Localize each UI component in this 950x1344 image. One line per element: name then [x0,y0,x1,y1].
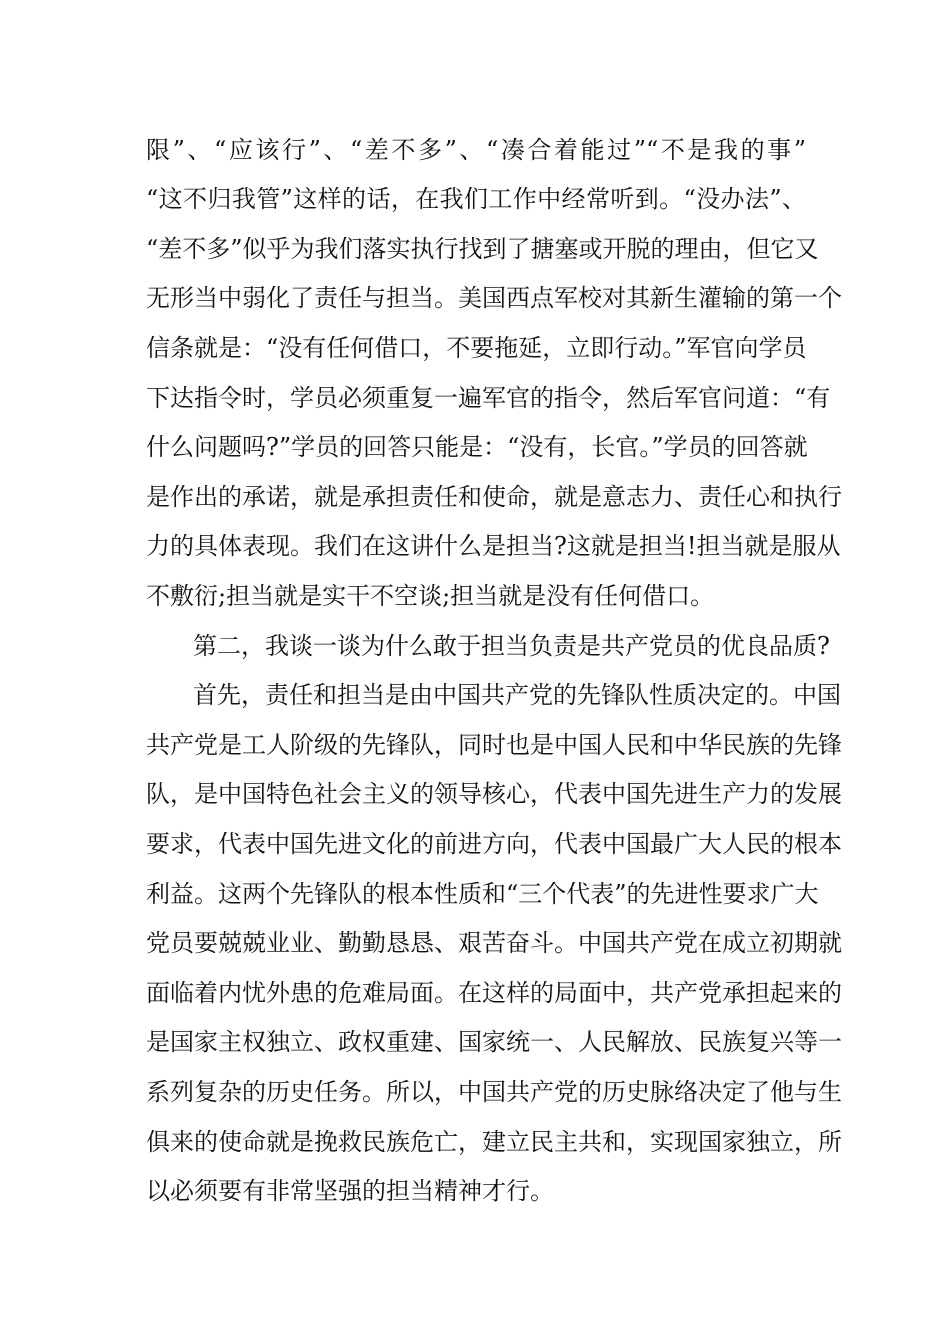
text-line: 以必须要有非常坚强的担当精神才行。 [146,1177,554,1205]
text-line: 无形当中弱化了责任与担当。美国西点军校对其新生灌输的第一个 [146,284,842,312]
text-line: 利益。这两个先锋队的根本性质和“三个代表”的先进性要求广大 [146,880,819,908]
text-line: 是作出的承诺，就是承担责任和使命，就是意志力、责任心和执行 [146,483,842,511]
text-line: 俱来的使命就是挽救民族危亡，建立民主共和，实现国家独立，所 [146,1128,842,1156]
text-line: 下达指令时，学员必须重复一遍军官的指令，然后军官问道：“有 [146,384,831,412]
text-line: 党员要兢兢业业、勤勤恳恳、艰苦奋斗。中国共产党在成立初期就 [146,929,842,957]
text-line: 系列复杂的历史任务。所以，中国共产党的历史脉络决定了他与生 [146,1078,842,1106]
text-line: “这不归我管”这样的话，在我们工作中经常听到。“没办法”、 [146,185,806,213]
text-line: 不敷衍;担当就是实干不空谈;担当就是没有任何借口。 [146,582,715,610]
paragraph-first-line: 首先，责任和担当是由中国共产党的先锋队性质决定的。中国 [193,681,841,709]
text-line: 面临着内忧外患的危难局面。在这样的局面中，共产党承担起来的 [146,979,842,1007]
text-line: 共产党是工人阶级的先锋队，同时也是中国人民和中华民族的先锋 [146,731,842,759]
text-line: 限”、“应该行”、“差不多”、“凑合着能过”“不是我的事” [146,136,806,164]
text-line: 力的具体表现。我们在这讲什么是担当?这就是担当!担当就是服从 [146,532,841,560]
text-line: 是国家主权独立、政权重建、国家统一、人民解放、民族复兴等一 [146,1028,842,1056]
section-heading: 第二，我谈一谈为什么敢于担当负责是共产党员的优良品质? [193,632,830,660]
text-line: 什么问题吗?”学员的回答只能是：“没有，长官。”学员的回答就 [146,433,808,461]
text-line: 队，是中国特色社会主义的领导核心，代表中国先进生产力的发展 [146,780,842,808]
text-line: “差不多”似乎为我们落实执行找到了搪塞或开脱的理由，但它又 [146,235,819,263]
text-line: 要求，代表中国先进文化的前进方向，代表中国最广大人民的根本 [146,830,842,858]
text-line: 信条就是：“没有任何借口，不要拖延，立即行动。”军官向学员 [146,334,807,362]
